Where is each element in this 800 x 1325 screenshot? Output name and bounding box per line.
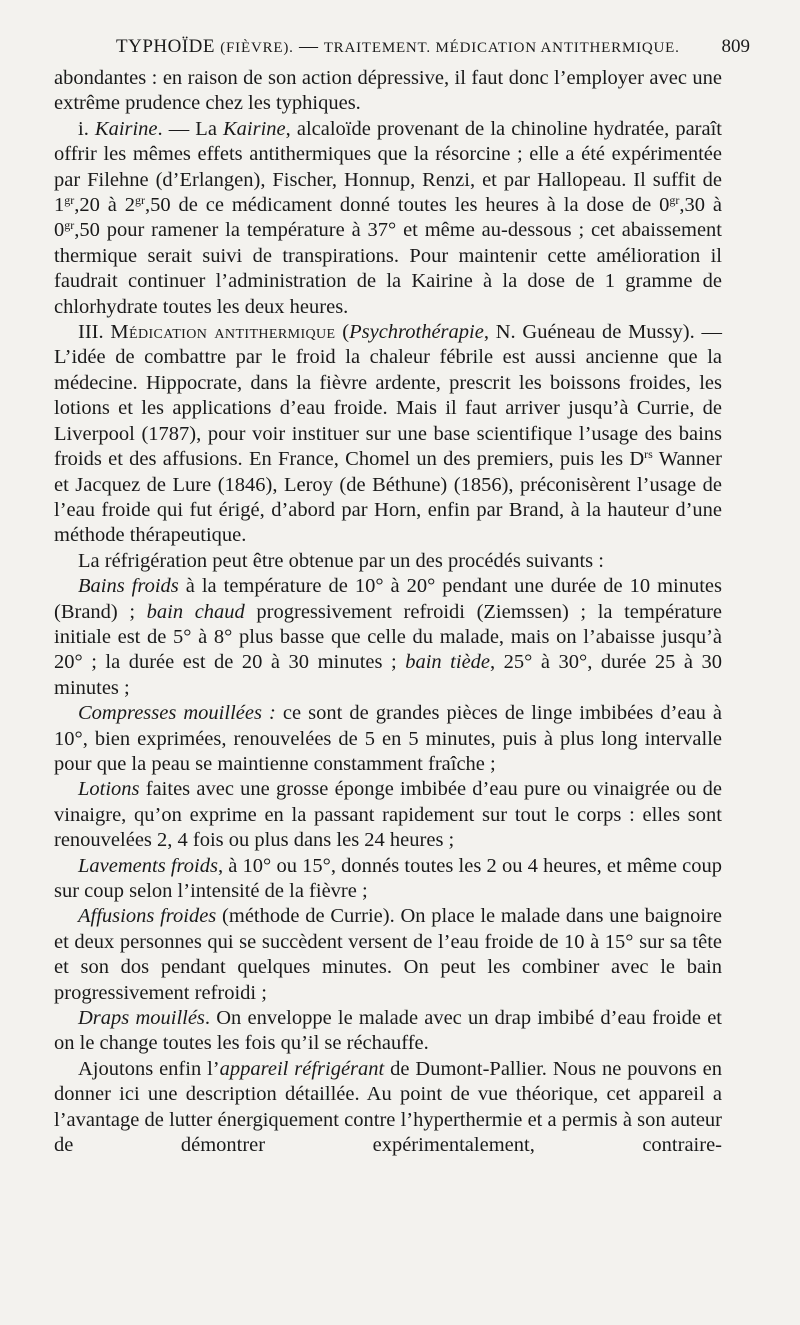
text-run: , 25° à 30°, durée 25 à 30 minutes ; bbox=[54, 651, 723, 699]
text-run: à la température de 10° à 20° pendant une durée de 10 minutes (Brand) ; bbox=[54, 575, 722, 623]
paragraph-lavements bbox=[54, 854, 722, 905]
paragraph-appareil bbox=[54, 1057, 722, 1159]
term-bain-tiede: bain tiède bbox=[405, 651, 491, 674]
paragraph-draps bbox=[54, 1006, 722, 1057]
title-paren: (FIÈVRE). bbox=[220, 40, 294, 56]
paragraph-bains bbox=[54, 574, 722, 701]
term-compresses: Compresses mouillées : bbox=[78, 702, 276, 725]
paragraph-text: La réfrigération peut être obtenue par un des procédés suivants : bbox=[78, 549, 604, 572]
running-title bbox=[116, 36, 680, 58]
term-bain-chaud: bain chaud bbox=[146, 600, 245, 623]
term-draps: Draps mouillés bbox=[78, 1007, 205, 1030]
text-run: Ajoutons enfin l’ bbox=[78, 1057, 220, 1080]
term-kairine-2: Kairine bbox=[223, 117, 286, 140]
section-heading: Médication antithermique bbox=[110, 321, 336, 344]
superscript-unit: gr bbox=[64, 193, 75, 208]
text-run: de Dumont-Pallier. Nous ne pouvons en donner ici une description détaillée. Au point de vue théorique, cet appareil a l’avantage de lutter énergiquement contre l’hyperthermie et a permis à son auteur de démontrer expérimentalement, contraire- bbox=[54, 1057, 722, 1157]
term-lotions: Lotions bbox=[78, 778, 140, 801]
term-affusions: Affusions froides bbox=[78, 905, 217, 928]
superscript-unit: gr bbox=[64, 218, 75, 233]
term-lavements: Lavements froids bbox=[78, 854, 218, 877]
text-run: ,20 à 2 bbox=[74, 194, 135, 217]
paragraph-compresses bbox=[54, 701, 722, 777]
text-run: faites avec une grosse éponge imbibée d’eau pure ou vinaigrée ou de vinaigre, qu’on exprime en la passant rapidement sur tout le corps : elles sont renouvelées 2, 4 fois ou plus dans les 24 heures ; bbox=[54, 778, 722, 852]
term-kairine: Kairine bbox=[94, 117, 158, 140]
text-run: ,50 de ce médicament donné toutes les heures à la dose de 0 bbox=[145, 194, 670, 217]
text-run: ( bbox=[335, 321, 350, 344]
term-appareil: appareil réfrigérant bbox=[219, 1057, 385, 1080]
superscript-unit: gr bbox=[135, 193, 145, 208]
running-header bbox=[50, 36, 750, 60]
paragraph-procedes bbox=[54, 549, 722, 574]
text-run: ,30 à 0 bbox=[54, 194, 722, 242]
paragraph-text: abondantes : en raison de son action dépressive, il faut donc l’employer avec une extrême prudence chez les typhiques. bbox=[54, 67, 722, 115]
section-number: III. bbox=[78, 321, 111, 344]
page-body bbox=[54, 66, 722, 1158]
text-run: , N. Guéneau de Mussy). — L’idée de combattre par le froid la chaleur fébrile est aussi ancienne que la médecine. Hippocrate, dans la fièvre ardente, prescrit les boissons froides, les lotions et les applications d’eau froide. Mais il faut arriver jusqu’à Currie, de Liverpool (1787), pour voir instituer sur une base scientifique l’usage des bains froids et des affusions. En France, Chomel un des premiers, puis les D bbox=[54, 321, 723, 471]
superscript-abbrev: rs bbox=[644, 447, 653, 462]
term-bains-froids: Bains froids bbox=[78, 575, 179, 598]
page-number: 809 bbox=[721, 36, 750, 57]
text-run: ,50 pour ramener la température à 37° et même au-dessous ; cet abaissement thermique serait suivi de transpirations. Pour maintenir cette amélioration il faudrait continuer l’administration de la Kairine à la dose de 1 gramme de chlorhydrate toutes les deux heures. bbox=[54, 219, 722, 318]
paragraph-medication-antithermique bbox=[54, 320, 722, 549]
text-run: , à 10° ou 15°, donnés toutes les 2 ou 4 heures, et même coup sur coup selon l’intensité de la fièvre ; bbox=[54, 854, 722, 902]
text-run: progressivement refroidi (Ziemssen) ; la température initiale est de 5° à 8° plus basse que celle du malade, mais on l’abaisse jusqu’à 20° ; la durée est de 20 à 30 minutes ; bbox=[54, 600, 722, 674]
section-heading-italic: Psychrothérapie bbox=[349, 321, 484, 344]
paragraph-kairine bbox=[54, 117, 722, 320]
text-run: . — La bbox=[157, 117, 223, 140]
title-rest: TRAITEMENT. MÉDICATION ANTITHERMIQUE. bbox=[323, 40, 680, 56]
text-run: ce sont de grandes pièces de linge imbibées d’eau à 10°, bien exprimées, renouvelées de 5 en 5 minutes, puis à plus long intervalle pour que la peau se maintienne constamment fraîche ; bbox=[54, 702, 722, 775]
text-run: . On enveloppe le malade avec un drap imbibé d’eau froide et on le change toutes les fois qu’il se réchauffe. bbox=[54, 1007, 723, 1055]
title-dash: — bbox=[298, 36, 319, 57]
text-run: Wanner et Jacquez de Lure (1846), Leroy (de Béthune) (1856), préconisèrent l’usage de l’eau froide qui fut érigé, d’abord par Horn, enfin par Brand, à la hauteur d’une méthode thérapeutique. bbox=[54, 448, 722, 547]
text-run: (méthode de Currie). On place le malade dans une baignoire et deux personnes qui se succèdent versent de l’eau froide de 10 à 15° sur sa tête et son dos pendant quelques minutes. On peut les combiner avec le bain progressivement refroidi ; bbox=[54, 905, 722, 1004]
list-marker: i. bbox=[78, 117, 95, 140]
paragraph-affusions bbox=[54, 904, 722, 1006]
title-main: TYPHOÏDE bbox=[116, 36, 215, 57]
text-run: , alcaloïde provenant de la chinoline hydratée, paraît offrir les mêmes effets antithermiques que la résorcine ; elle a été expérimentée par Filehne (d’Erlangen), Fischer, Honnup, Renzi, et par Hallopeau. Il suffit de 1 bbox=[54, 117, 722, 217]
superscript-unit: gr bbox=[669, 193, 680, 208]
paragraph-continuation bbox=[54, 66, 722, 117]
paragraph-lotions bbox=[54, 777, 722, 853]
